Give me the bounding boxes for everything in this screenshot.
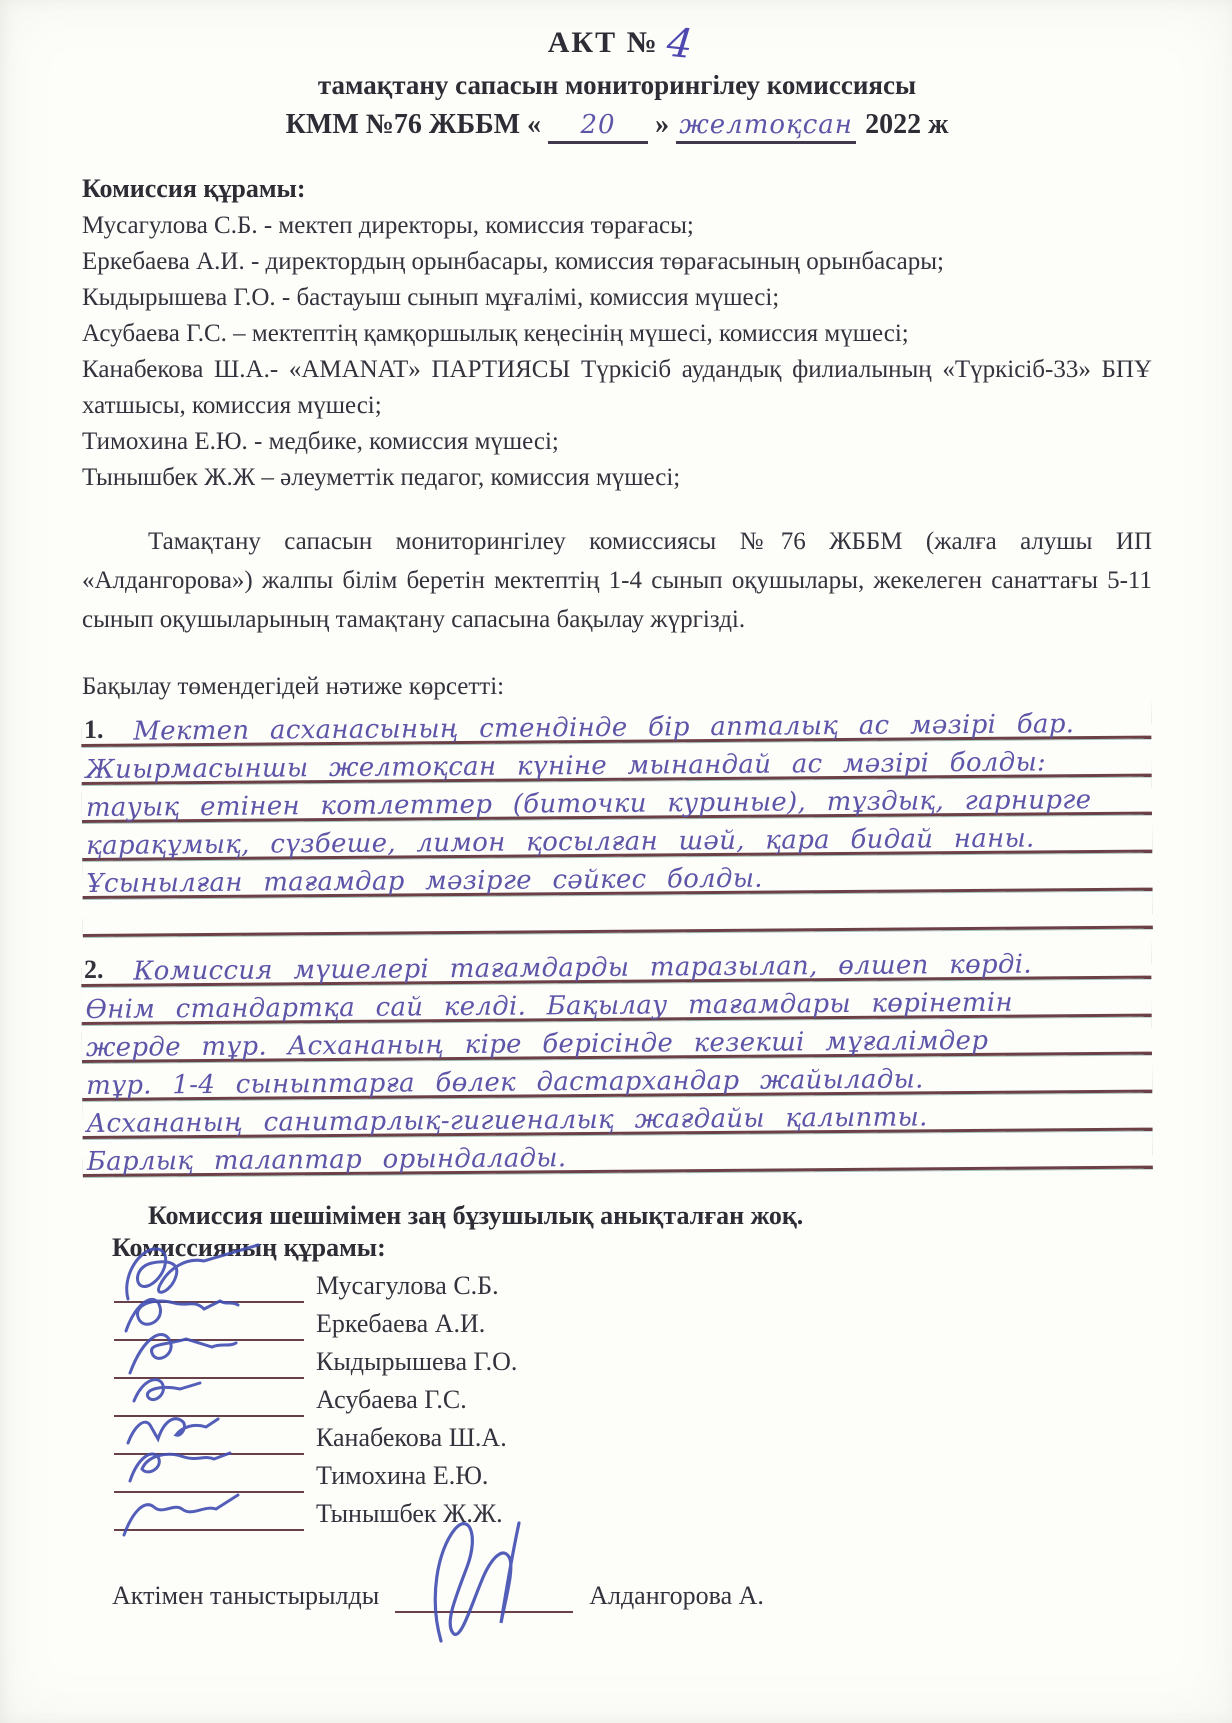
item-number: 1. <box>84 715 104 744</box>
signature-name: Мусагулова С.Б. <box>316 1271 499 1300</box>
handwritten-text: жерде тұр. Асхананың кіре берісінде кезекші мұғалімдер <box>85 1025 989 1063</box>
date-year-label: 2022 ж <box>865 109 949 140</box>
quote-close: » <box>655 109 670 140</box>
commission-member: Еркебаева А.И. - директордың орынбасары, комиссия төрағасының орынбасары; <box>82 248 944 275</box>
acquainted-signature-line <box>395 1583 573 1613</box>
handwritten-text: Асхананың санитарлық-гигиеналық жағдайы қалыпты. <box>86 1102 928 1139</box>
date-month-underline <box>676 109 856 144</box>
decision-statement: Комиссия шешімімен заң бұзушылық анықталған жоқ. <box>148 1201 804 1230</box>
signatures-heading: Комиссияның құрамы: <box>112 1233 386 1262</box>
acquainted-row <box>112 1579 1152 1613</box>
handwritten-text: Барлық талаптар орындалады. <box>86 1143 567 1177</box>
signature-row <box>82 1493 1152 1531</box>
handwritten-text: Өнім стандартқа сай келді. Бақылау тағамдары көрінетін <box>85 987 1013 1025</box>
date-month-handwritten: желтоқсан <box>679 110 853 140</box>
signature-name: Тынышбек Ж.Ж. <box>316 1499 503 1528</box>
handwritten-line <box>83 1131 1153 1177</box>
commission-member: Канабекова Ш.А.- «AMANAT» ПАРТИЯСЫ Түркісіб аудандық филиалының «Түркісіб-33» БПҰ хатшысы, комиссия мүшесі; <box>82 356 1152 419</box>
signature-name: Кыдырышева Г.О. <box>316 1347 518 1376</box>
acquainted-signature-scribble <box>397 1515 567 1645</box>
act-label: АКТ № <box>547 26 659 59</box>
commission-heading: Комиссия құрамы: <box>82 174 306 203</box>
acquainted-name: Алдангорова А. <box>589 1581 764 1610</box>
handwritten-text: Мектеп асханасының стендінде бір апталық ас мәзірі бар. <box>133 709 1075 747</box>
handwritten-text: қарақұмық, сүзбеше, лимон қосылған шәй, қара бидай наны. <box>86 823 1035 861</box>
handwritten-lines <box>81 701 1153 937</box>
document-title-block <box>82 16 1152 144</box>
acquainted-label: Актімен таныстырылды <box>112 1581 380 1610</box>
act-number-handwritten: 4 <box>664 19 697 69</box>
signature-scribble <box>120 1469 270 1539</box>
commission-member: Кыдырышева Г.О. - бастауыш сынып мұғалімі, комиссия мүшесі; <box>82 284 780 311</box>
handwritten-text: тауық етінен котлеттер (биточки куриные), тұздық, гарнирге <box>85 785 1092 823</box>
title-commission-line: тамақтану сапасын мониторингілеу комиссиясы <box>317 70 917 100</box>
item-number: 2. <box>84 955 104 984</box>
signature-name: Еркебаева А.И. <box>316 1309 486 1338</box>
commission-member: Асубаева Г.С. – мектептің қамқоршылық кеңесінің мүшесі, комиссия мүшесі; <box>82 320 909 347</box>
title-org-label: КММ №76 ЖББМ « <box>285 109 542 140</box>
handwritten-text: Ұсынылған тағамдар мәзірге сәйкес болды. <box>86 863 763 899</box>
result-item-2 <box>82 949 1152 1177</box>
commission-member: Тимохина Е.Ю. - медбике, комиссия мүшесі; <box>82 428 559 455</box>
handwritten-line-empty <box>83 891 1153 937</box>
signature-name: Канабекова Ш.А. <box>316 1423 507 1452</box>
commission-member: Тынышбек Ж.Ж – әлеуметтік педагог, комиссия мүшесі; <box>82 464 681 491</box>
handwritten-text: Комиссия мүшелері тағамдарды таразылап, өлшеп көрді. <box>133 949 1032 987</box>
intro-paragraph: Тамақтану сапасын мониторингілеу комиссиясы №76 ЖББМ (жалға алушы ИП «Алдангорова») жалпы білім беретін мектептің 1-4 сынып оқушылары, жекелеген санаттағы 5-11 сынып оқушыларының тамақтану сапасына бақылау жүргізді. <box>82 528 1152 633</box>
act-title-line <box>82 16 1152 69</box>
date-day-underline <box>548 109 648 144</box>
signature-name: Асубаева Г.С. <box>316 1385 467 1414</box>
handwritten-text: тұр. 1-4 сыныптарға бөлек дастархандар жайылады. <box>86 1064 924 1101</box>
results-heading: Бақылау төмендегідей нәтиже көрсетті: <box>82 673 505 700</box>
handwritten-text: Жиырмасыншы желтоқсан күніне мынандай ас мәзірі болды: <box>85 747 1047 785</box>
signature-name: Тимохина Е.Ю. <box>316 1461 489 1490</box>
result-item-1 <box>82 709 1152 937</box>
date-day-handwritten: 20 <box>580 110 616 140</box>
title-date-line <box>82 109 1152 144</box>
commission-member: Мусагулова С.Б. - мектеп директоры, комиссия төрағасы; <box>82 212 694 239</box>
handwritten-lines <box>81 941 1153 1177</box>
signature-line <box>114 1493 304 1531</box>
